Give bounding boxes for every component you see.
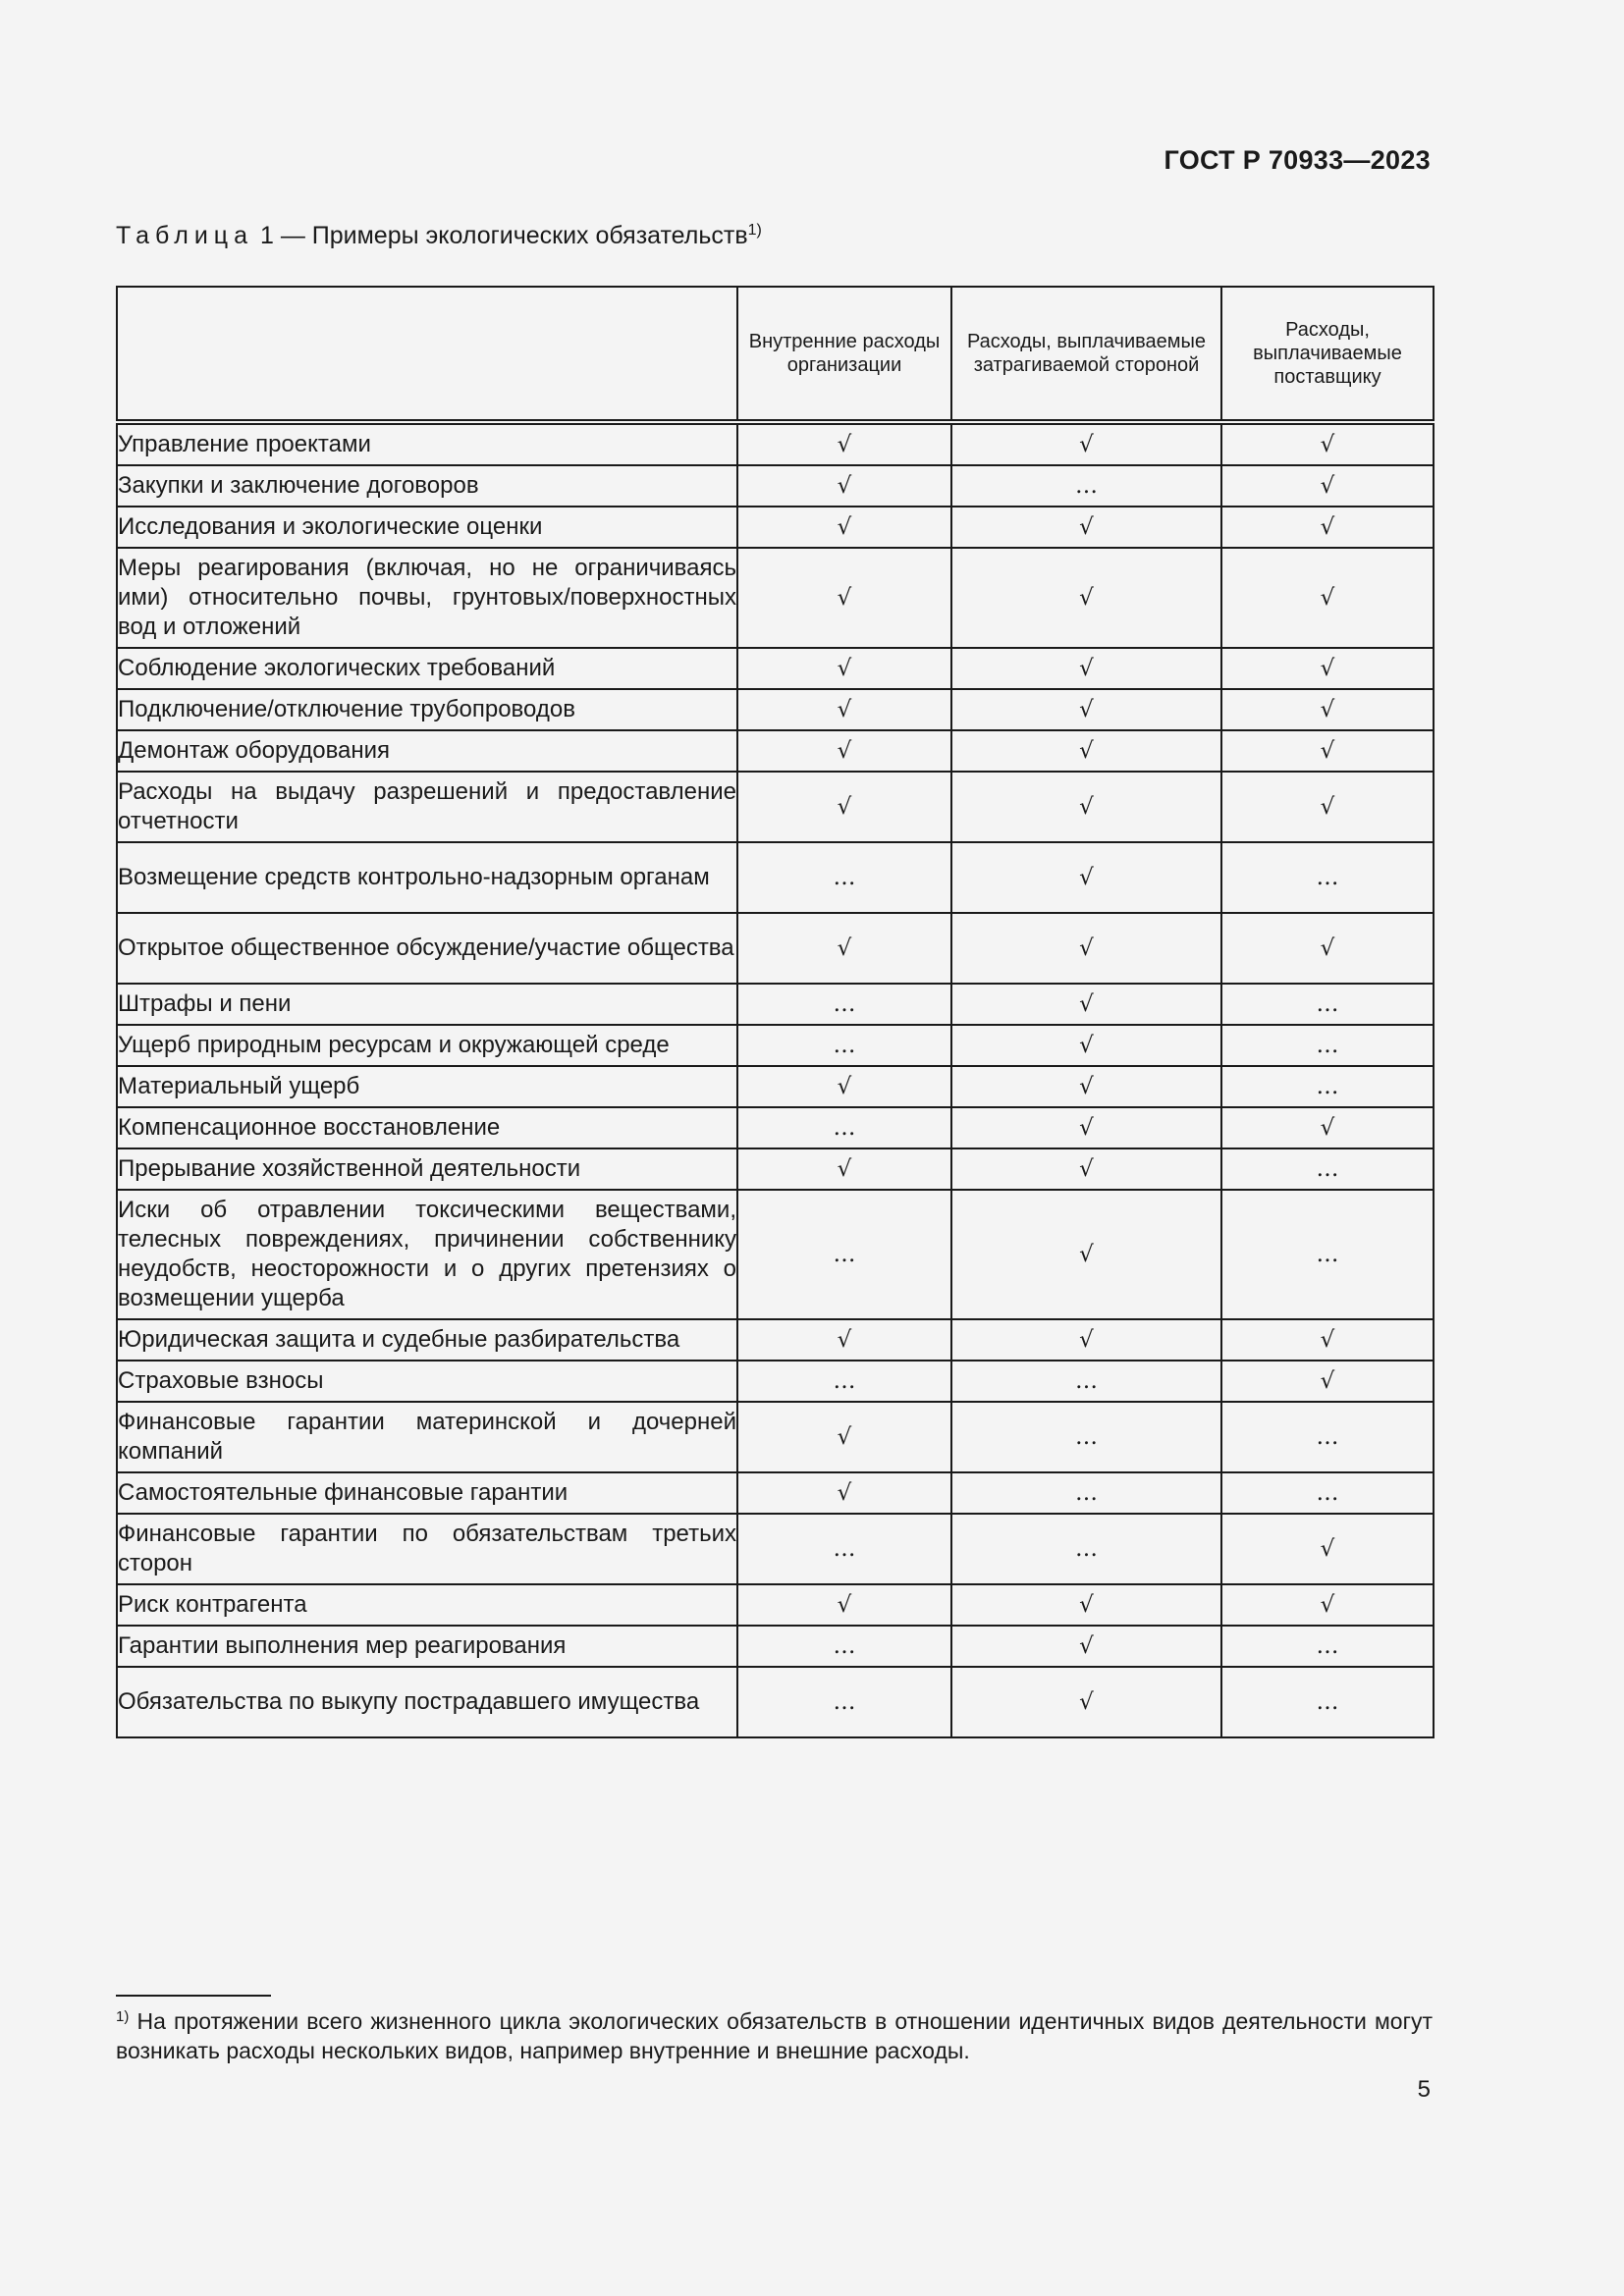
table-row bbox=[117, 842, 1434, 913]
cell-supplier: … bbox=[1221, 842, 1434, 913]
table-row bbox=[117, 648, 1434, 689]
cell-supplier: … bbox=[1221, 1667, 1434, 1737]
cell-supplier: √ bbox=[1221, 1514, 1434, 1584]
obligations-table bbox=[116, 286, 1435, 1738]
cell-internal: … bbox=[737, 1107, 951, 1148]
cell-internal: √ bbox=[737, 648, 951, 689]
cell-supplier: … bbox=[1221, 1025, 1434, 1066]
row-label: Самостоятельные финансовые гарантии bbox=[117, 1472, 737, 1514]
row-label: Ущерб природным ресурсам и окружающей среде bbox=[117, 1025, 737, 1066]
cell-affected-party: √ bbox=[951, 1626, 1221, 1667]
cell-supplier: … bbox=[1221, 1472, 1434, 1514]
cell-supplier: √ bbox=[1221, 1361, 1434, 1402]
cell-affected-party: … bbox=[951, 1514, 1221, 1584]
cell-supplier: √ bbox=[1221, 548, 1434, 648]
cell-affected-party: … bbox=[951, 1472, 1221, 1514]
footnote-divider bbox=[116, 1995, 271, 1997]
column-header-affected-party-costs: Расходы, выплачиваемые затрагиваемой стороной bbox=[951, 287, 1221, 422]
row-label: Материальный ущерб bbox=[117, 1066, 737, 1107]
cell-affected-party: √ bbox=[951, 1584, 1221, 1626]
cell-internal: √ bbox=[737, 1402, 951, 1472]
cell-affected-party: √ bbox=[951, 984, 1221, 1025]
cell-affected-party: √ bbox=[951, 772, 1221, 842]
row-label: Прерывание хозяйственной деятельности bbox=[117, 1148, 737, 1190]
cell-affected-party: √ bbox=[951, 842, 1221, 913]
cell-internal: … bbox=[737, 1667, 951, 1737]
table-row bbox=[117, 689, 1434, 730]
table-row bbox=[117, 1472, 1434, 1514]
row-label: Гарантии выполнения мер реагирования bbox=[117, 1626, 737, 1667]
cell-supplier: … bbox=[1221, 1626, 1434, 1667]
row-label: Подключение/отключение трубопроводов bbox=[117, 689, 737, 730]
row-label: Меры реагирования (включая, но не ограничиваясь ими) относительно почвы, грунтовых/поверхностных вод и отложений bbox=[117, 548, 737, 648]
cell-affected-party: √ bbox=[951, 1066, 1221, 1107]
cell-internal: … bbox=[737, 1190, 951, 1319]
table-row bbox=[117, 1148, 1434, 1190]
cell-affected-party: √ bbox=[951, 913, 1221, 984]
table-caption bbox=[116, 222, 762, 250]
row-label: Расходы на выдачу разрешений и предоставление отчетности bbox=[117, 772, 737, 842]
table-caption-footnote-ref: 1) bbox=[747, 222, 762, 239]
table-caption-prefix: Таблица bbox=[116, 222, 254, 249]
row-label: Демонтаж оборудования bbox=[117, 730, 737, 772]
cell-supplier: √ bbox=[1221, 1319, 1434, 1361]
row-label: Финансовые гарантии материнской и дочерней компаний bbox=[117, 1402, 737, 1472]
cell-supplier: √ bbox=[1221, 730, 1434, 772]
row-label: Финансовые гарантии по обязательствам третьих сторон bbox=[117, 1514, 737, 1584]
cell-internal: √ bbox=[737, 1584, 951, 1626]
table-row bbox=[117, 730, 1434, 772]
cell-affected-party: … bbox=[951, 1402, 1221, 1472]
table-row bbox=[117, 1402, 1434, 1472]
row-label: Риск контрагента bbox=[117, 1584, 737, 1626]
cell-internal: √ bbox=[737, 1319, 951, 1361]
cell-supplier: √ bbox=[1221, 913, 1434, 984]
cell-affected-party: √ bbox=[951, 689, 1221, 730]
cell-internal: √ bbox=[737, 1066, 951, 1107]
cell-internal: √ bbox=[737, 730, 951, 772]
cell-internal: √ bbox=[737, 548, 951, 648]
cell-supplier: … bbox=[1221, 1190, 1434, 1319]
table-row bbox=[117, 422, 1434, 465]
cell-internal: … bbox=[737, 984, 951, 1025]
table-row bbox=[117, 1584, 1434, 1626]
row-label: Исследования и экологические оценки bbox=[117, 507, 737, 548]
cell-supplier: … bbox=[1221, 1148, 1434, 1190]
cell-affected-party: √ bbox=[951, 1025, 1221, 1066]
footnote bbox=[116, 2002, 1433, 2065]
cell-internal: √ bbox=[737, 772, 951, 842]
row-label: Страховые взносы bbox=[117, 1361, 737, 1402]
table-row bbox=[117, 1190, 1434, 1319]
table-row bbox=[117, 465, 1434, 507]
cell-supplier: √ bbox=[1221, 772, 1434, 842]
cell-affected-party: … bbox=[951, 465, 1221, 507]
cell-affected-party: √ bbox=[951, 648, 1221, 689]
cell-supplier: √ bbox=[1221, 648, 1434, 689]
cell-supplier: √ bbox=[1221, 507, 1434, 548]
cell-internal: … bbox=[737, 842, 951, 913]
cell-supplier: √ bbox=[1221, 422, 1434, 465]
cell-affected-party: √ bbox=[951, 1190, 1221, 1319]
cell-internal: √ bbox=[737, 689, 951, 730]
table-row bbox=[117, 507, 1434, 548]
cell-internal: √ bbox=[737, 507, 951, 548]
row-label: Иски об отравлении токсическими веществами, телесных повреждениях, причинении собственнику неудобств, неосторожности и о других претензиях о возмещении ущерба bbox=[117, 1190, 737, 1319]
cell-affected-party: √ bbox=[951, 730, 1221, 772]
table-row bbox=[117, 1667, 1434, 1737]
cell-internal: √ bbox=[737, 1472, 951, 1514]
column-header-supplier-costs: Расходы, выплачиваемые поставщику bbox=[1221, 287, 1434, 422]
table-row bbox=[117, 1066, 1434, 1107]
row-label: Обязательства по выкупу пострадавшего имущества bbox=[117, 1667, 737, 1737]
cell-supplier: √ bbox=[1221, 1584, 1434, 1626]
cell-supplier: … bbox=[1221, 1402, 1434, 1472]
footnote-text: На протяжении всего жизненного цикла экологических обязательств в отношении идентичных видов деятельности могут возникать расходы нескольких видов, например внутренние и внешние расходы. bbox=[116, 2008, 1434, 2063]
cell-supplier: √ bbox=[1221, 689, 1434, 730]
cell-internal: √ bbox=[737, 1148, 951, 1190]
cell-internal: … bbox=[737, 1626, 951, 1667]
page-number: 5 bbox=[1417, 2076, 1431, 2103]
cell-affected-party: √ bbox=[951, 507, 1221, 548]
table-row bbox=[117, 548, 1434, 648]
table-row bbox=[117, 1025, 1434, 1066]
table-row bbox=[117, 1319, 1434, 1361]
row-label: Открытое общественное обсуждение/участие общества bbox=[117, 913, 737, 984]
cell-affected-party: √ bbox=[951, 1148, 1221, 1190]
table-row bbox=[117, 913, 1434, 984]
table-header-row bbox=[117, 287, 1434, 422]
footnote-marker: 1) bbox=[116, 2008, 130, 2025]
cell-internal: √ bbox=[737, 465, 951, 507]
table-row bbox=[117, 984, 1434, 1025]
table-row bbox=[117, 1626, 1434, 1667]
row-label: Компенсационное восстановление bbox=[117, 1107, 737, 1148]
cell-supplier: … bbox=[1221, 1066, 1434, 1107]
cell-internal: √ bbox=[737, 913, 951, 984]
row-label: Соблюдение экологических требований bbox=[117, 648, 737, 689]
cell-affected-party: √ bbox=[951, 1319, 1221, 1361]
document-code: ГОСТ Р 70933—2023 bbox=[1164, 145, 1431, 175]
table-row bbox=[117, 772, 1434, 842]
cell-supplier: √ bbox=[1221, 1107, 1434, 1148]
cell-internal: … bbox=[737, 1514, 951, 1584]
cell-affected-party: √ bbox=[951, 1107, 1221, 1148]
cell-internal: … bbox=[737, 1025, 951, 1066]
cell-internal: … bbox=[737, 1361, 951, 1402]
cell-internal: √ bbox=[737, 422, 951, 465]
table-caption-text: 1 — Примеры экологических обязательств bbox=[259, 222, 748, 249]
row-label: Возмещение средств контрольно-надзорным органам bbox=[117, 842, 737, 913]
cell-supplier: √ bbox=[1221, 465, 1434, 507]
row-label: Закупки и заключение договоров bbox=[117, 465, 737, 507]
cell-supplier: … bbox=[1221, 984, 1434, 1025]
cell-affected-party: √ bbox=[951, 548, 1221, 648]
row-label: Управление проектами bbox=[117, 422, 737, 465]
row-label: Юридическая защита и судебные разбирательства bbox=[117, 1319, 737, 1361]
cell-affected-party: √ bbox=[951, 422, 1221, 465]
row-label: Штрафы и пени bbox=[117, 984, 737, 1025]
cell-affected-party: √ bbox=[951, 1667, 1221, 1737]
cell-affected-party: … bbox=[951, 1361, 1221, 1402]
table-row bbox=[117, 1361, 1434, 1402]
column-header-internal-costs: Внутренние расходы организации bbox=[737, 287, 951, 422]
table-row bbox=[117, 1514, 1434, 1584]
column-header-blank bbox=[117, 287, 737, 422]
table-row bbox=[117, 1107, 1434, 1148]
